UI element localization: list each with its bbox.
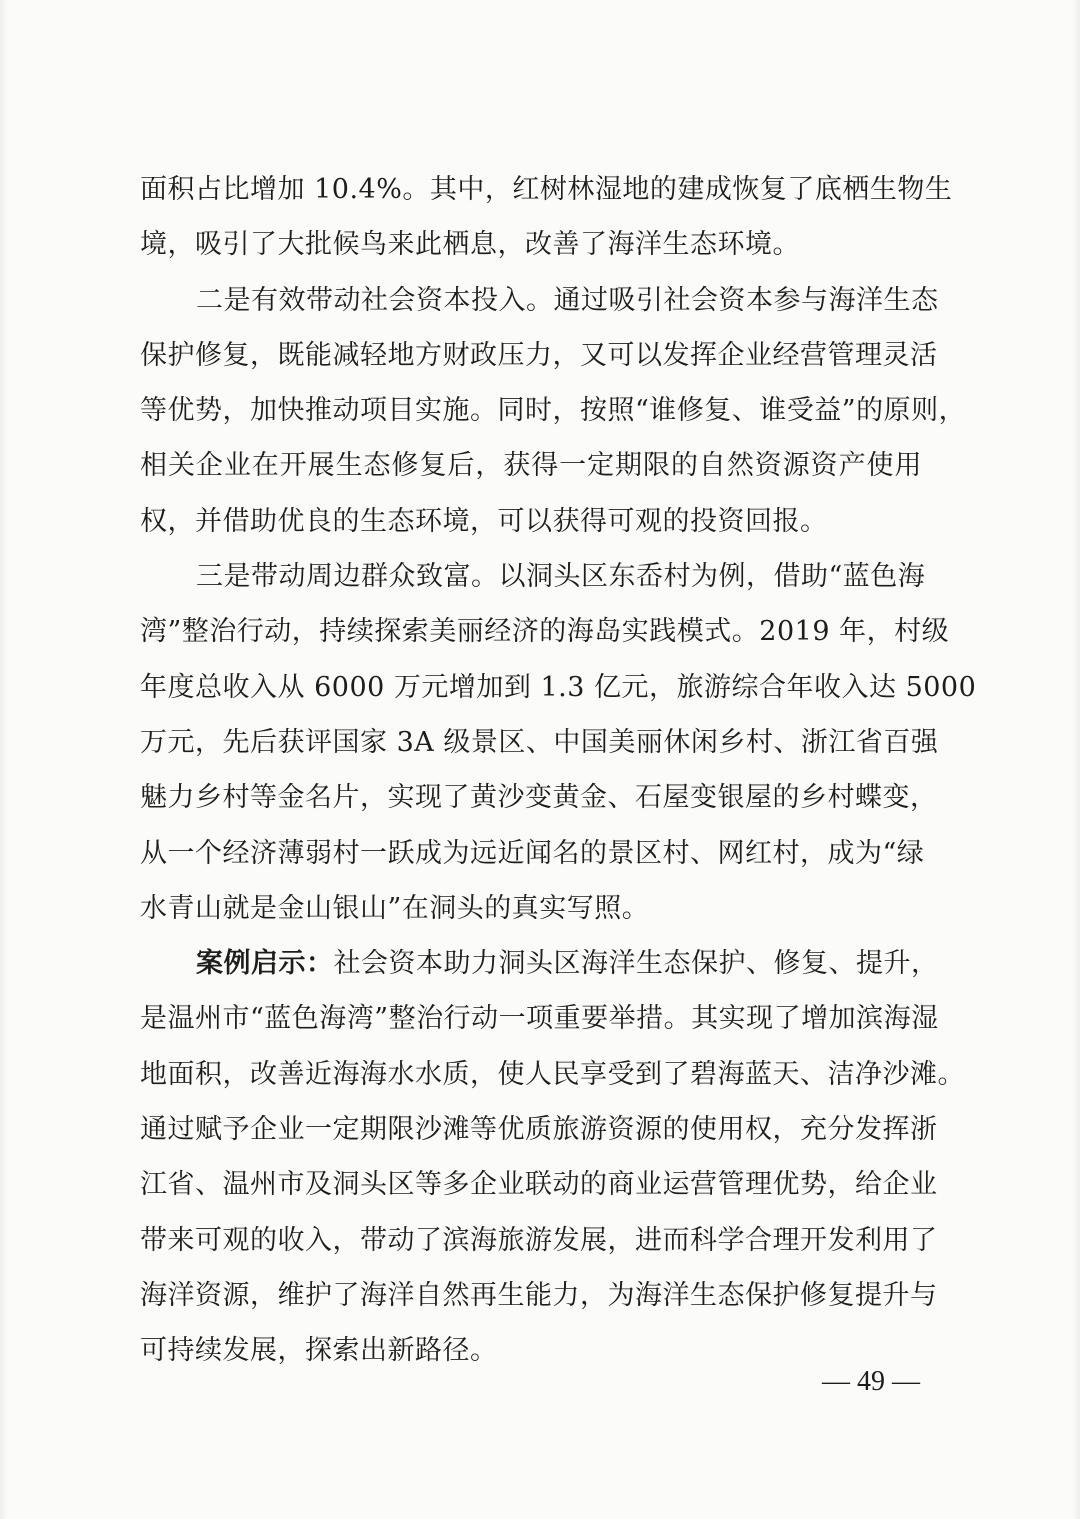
case-insight-first-line: 社会资本助力洞头区海洋生态保护、修复、提升， xyxy=(333,948,939,980)
text-line: 二是有效带动社会资本投入。通过吸引社会资本参与海洋生态 xyxy=(196,284,939,316)
text-line: 可持续发展，探索出新路径。 xyxy=(140,1335,498,1367)
text-line: 年度总收入从 6000 万元增加到 1.3 亿元，旅游综合年收入达 5000 xyxy=(140,671,977,703)
text-line: 权，并借助优良的生态环境，可以获得可观的投资回报。 xyxy=(140,505,828,537)
paragraph-3 xyxy=(140,549,977,936)
text-line: 三是带动周边群众致富。以洞头区东岙村为例，借助“蓝色海 xyxy=(196,561,926,593)
paragraph-2 xyxy=(140,273,967,549)
text-line: 通过赋予企业一定期限沙滩等优质旅游资源的使用权，充分发挥浙 xyxy=(140,1114,938,1146)
text-line: 魅力乡村等金名片，实现了黄沙变黄金、石屋变银屋的乡村蝶变， xyxy=(140,782,938,814)
case-insight-label: 案例启示： xyxy=(196,948,334,980)
text-line: 保护修复，既能减轻地方财政压力，又可以发挥企业经营管理灵活 xyxy=(140,339,938,371)
text-line: 面积占比增加 10.4%。其中，红树林湿地的建成恢复了底栖生物生 xyxy=(140,174,953,205)
text-line: 带来可观的收入，带动了滨海旅游发展，进而科学合理开发利用了 xyxy=(140,1224,938,1256)
text-line: 境，吸引了大批候鸟来此栖息，改善了海洋生态环境。 xyxy=(140,229,800,261)
text-line: 海洋资源，维护了海洋自然再生能力，为海洋生态保护修复提升与 xyxy=(140,1279,938,1311)
text-line: 万元，先后获评国家 3A 级景区、中国美丽休闲乡村、浙江省百强 xyxy=(140,726,939,758)
text-line: 江省、温州市及洞头区等多企业联动的商业运营管理优势，给企业 xyxy=(140,1169,938,1201)
text-line: 等优势，加快推动项目实施。同时，按照“谁修复、谁受益”的原则， xyxy=(140,395,967,427)
scan-edge-left xyxy=(0,0,8,1519)
text-line: 从一个经济薄弱村一跃成为远近闻名的景区村、网红村，成为“绿 xyxy=(140,837,925,869)
text-line: 湾”整治行动，持续探索美丽经济的海岛实践模式。2019 年，村级 xyxy=(140,616,950,648)
text-line: 是温州市“蓝色海湾”整治行动一项重要举措。其实现了增加滨海湿 xyxy=(140,1003,939,1035)
document-body xyxy=(140,162,977,1379)
text-line: 地面积，改善近海海水水质，使人民享受到了碧海蓝天、洁净沙滩。 xyxy=(140,1058,965,1090)
page-number: — 49 — xyxy=(822,1366,920,1397)
text-line: 水青山就是金山银山”在洞头的真实写照。 xyxy=(140,892,650,924)
paragraph-4 xyxy=(140,936,965,1378)
text-line xyxy=(140,936,939,991)
scan-edge-right xyxy=(1072,0,1080,1519)
paragraph-1 xyxy=(140,162,953,273)
text-line: 相关企业在开展生态修复后，获得一定期限的自然资源资产使用 xyxy=(140,450,922,482)
